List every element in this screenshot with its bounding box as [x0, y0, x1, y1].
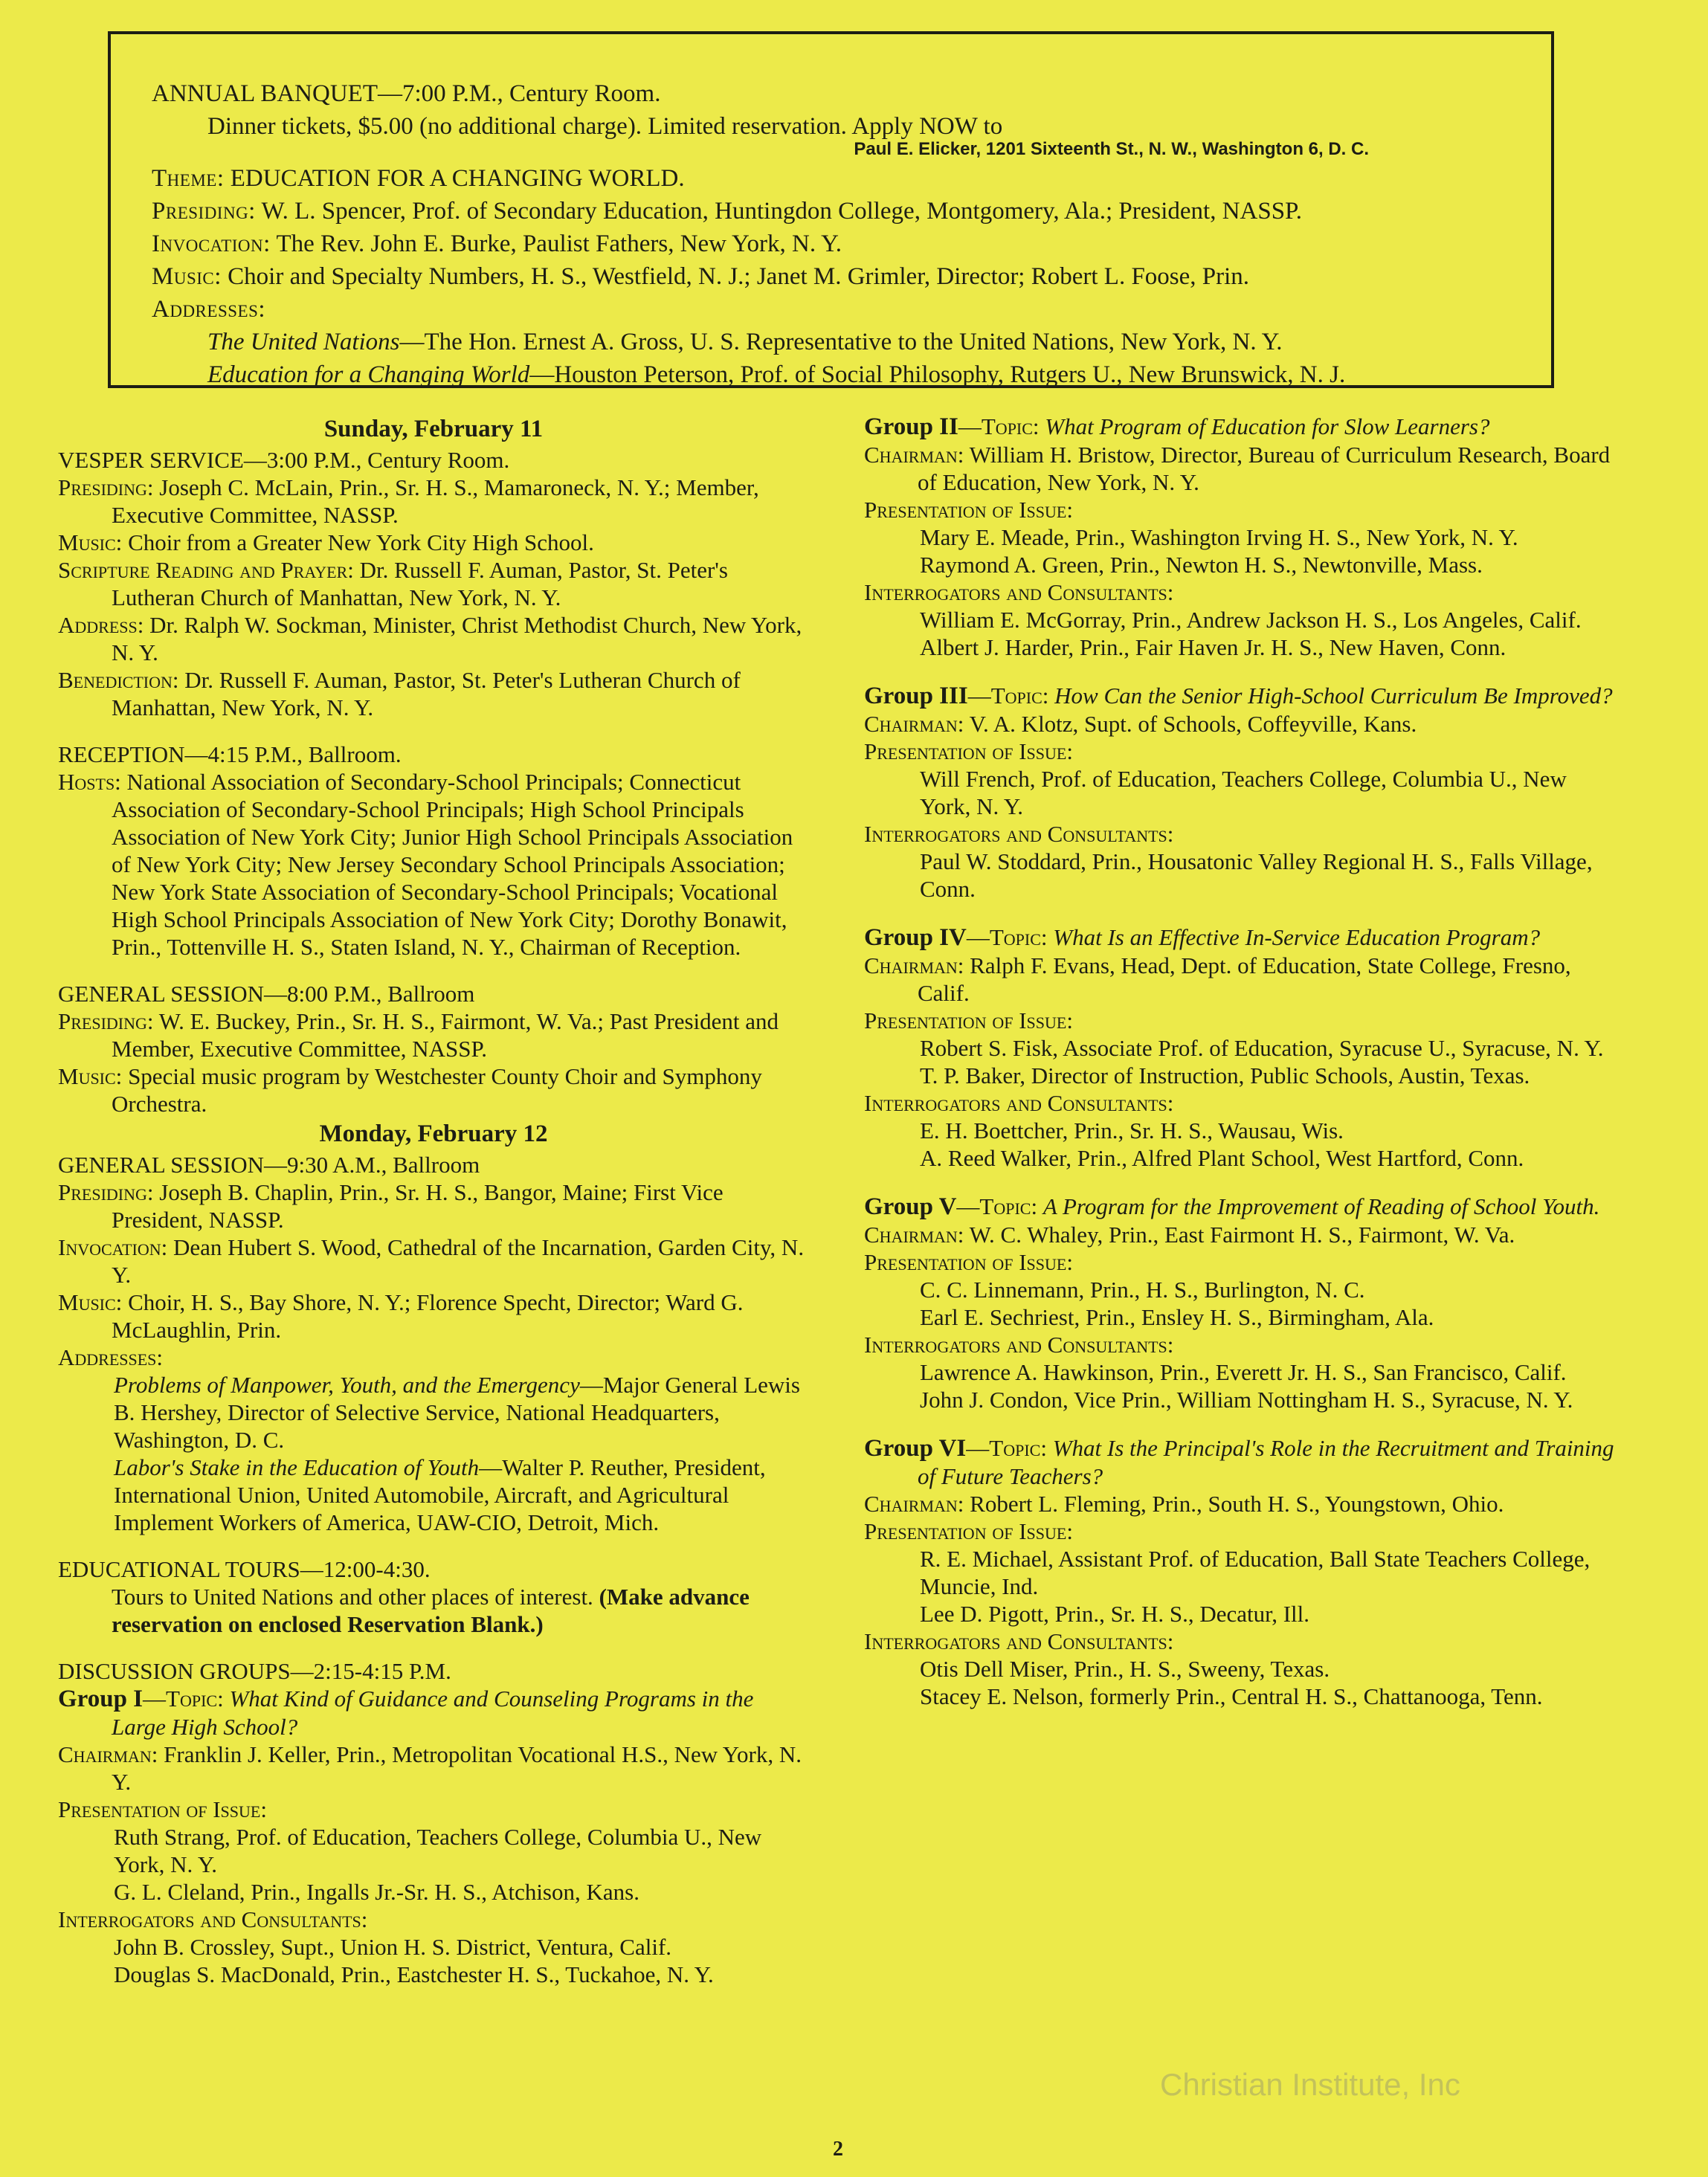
topic-label: —Topic:	[966, 1435, 1047, 1461]
presenter: Robert S. Fisk, Associate Prof. of Education, Syracuse U., Syracuse, N. Y.	[920, 1035, 1604, 1061]
text: Joseph C. McLain, Prin., Sr. H. S., Mamaroneck, N. Y.; Member, Executive Committee, NASSP.	[112, 474, 759, 528]
banquet-tickets: Dinner tickets, $5.00 (no additional charge). Limited reservation. Apply NOW to	[207, 113, 1003, 140]
discussion-groups	[58, 1657, 809, 1988]
invocation-label: Invocation:	[152, 230, 271, 257]
banquet-invocation	[152, 228, 1514, 260]
presiding-label: Presiding:	[152, 198, 256, 225]
text: Tours to United Nations and other places of interest.	[112, 1584, 593, 1610]
topic-label: —Topic:	[956, 1193, 1038, 1219]
interrogators-label: Interrogators and Consultants:	[864, 1090, 1174, 1116]
group-chairman	[864, 710, 1615, 738]
group-chairman	[864, 1490, 1615, 1518]
text: Choir from a Greater New York City High School.	[128, 529, 594, 555]
text: Special music program by Westchester County Choir and Symphony Orchestra.	[112, 1063, 762, 1117]
presiding-text: W. L. Spencer, Prof. of Secondary Education, Huntingdon College, Montgomery, Ala.; President, NASSP.	[261, 198, 1303, 225]
presentation-label: Presentation of Issue:	[864, 738, 1073, 764]
text: Dr. Russell F. Auman, Pastor, St. Peter's Lutheran Church of Manhattan, New York, N. Y.	[112, 667, 741, 720]
group-topic: A Program for the Improvement of Reading of School Youth.	[1042, 1193, 1600, 1219]
sunday-general-title: GENERAL SESSION—8:00 P.M., Ballroom	[58, 981, 475, 1007]
watermark: Christian Institute, Inc	[1160, 2067, 1460, 2102]
interrogator: Douglas S. MacDonald, Prin., Eastchester H. S., Tuckahoe, N. Y.	[114, 1961, 714, 1987]
group-chairman	[864, 1221, 1615, 1248]
interrogators-label: Interrogators and Consultants:	[864, 1332, 1174, 1358]
chairman-text: Franklin J. Keller, Prin., Metropolitan Vocational H.S., New York, N. Y.	[112, 1741, 802, 1795]
monday-general-title: GENERAL SESSION—9:30 A.M., Ballroom	[58, 1152, 480, 1178]
educational-tours	[58, 1555, 809, 1638]
presenter: R. E. Michael, Assistant Prof. of Education, Ball State Teachers College, Muncie, Ind.	[920, 1546, 1591, 1599]
chairman-text: V. A. Klotz, Supt. of Schools, Coffeyville, Kans.	[969, 711, 1417, 737]
monday-addresses-label	[58, 1344, 809, 1371]
group-topic: What Kind of Guidance and Counseling Programs in the Large High School?	[112, 1686, 754, 1740]
tours-text	[58, 1583, 809, 1638]
banquet-title: ANNUAL BANQUET—7:00 P.M., Century Room.	[152, 80, 661, 107]
interrogator: Albert J. Harder, Prin., Fair Haven Jr. H. S., New Haven, Conn.	[920, 634, 1506, 660]
invocation-text: The Rev. John E. Burke, Paulist Fathers, New York, N. Y.	[276, 230, 842, 257]
sunday-general-session	[58, 980, 809, 1117]
text: Choir, H. S., Bay Shore, N. Y.; Florence Specht, Director; Ward G. McLaughlin, Prin.	[112, 1289, 744, 1343]
group-name: Group V	[864, 1193, 957, 1220]
page-number: 2	[833, 2138, 843, 2161]
chairman-text: Robert L. Fleming, Prin., South H. S., Youngstown, Ohio.	[970, 1491, 1504, 1517]
banquet-address-1	[152, 326, 1514, 358]
reservation-note: (Make advance reservation on enclosed Reservation Blank.)	[112, 1584, 750, 1637]
text: Dean Hubert S. Wood, Cathedral of the Incarnation, Garden City, N. Y.	[112, 1234, 805, 1288]
interrogators-label: Interrogators and Consultants:	[864, 1628, 1174, 1654]
interrogator: Lawrence A. Hawkinson, Prin., Everett Jr. H. S., San Francisco, Calif.	[920, 1359, 1567, 1385]
groups-left	[58, 1685, 809, 1988]
music-text: Choir and Specialty Numbers, H. S., Westfield, N. J.; Janet M. Grimler, Director; Robert L. Foose, Prin.	[228, 263, 1250, 290]
address-1-title: The United Nations	[207, 329, 400, 355]
text: Dr. Ralph W. Sockman, Minister, Christ Methodist Church, New York, N. Y.	[112, 612, 802, 665]
text: Dr. Russell F. Auman, Pastor, St. Peter's Lutheran Church of Manhattan, New York, N. Y.	[112, 557, 728, 610]
group-header	[58, 1685, 809, 1741]
vesper-address	[58, 611, 809, 666]
presenter: Ruth Strang, Prof. of Education, Teachers College, Columbia U., New York, N. Y.	[114, 1824, 762, 1877]
interrogator: E. H. Boettcher, Prin., Sr. H. S., Wausau, Wis.	[920, 1117, 1344, 1144]
discussion-group	[864, 1193, 1615, 1413]
left-column	[58, 413, 809, 1988]
interrogators-label: Interrogators and Consultants:	[864, 821, 1174, 847]
group-topic: What Is the Principal's Role in the Recruitment and Training of Future Teachers?	[918, 1435, 1614, 1489]
address-2-text: —Houston Peterson, Prof. of Social Philosophy, Rutgers U., New Brunswick, N. J.	[529, 361, 1346, 388]
interrogators-label: Interrogators and Consultants:	[58, 1906, 368, 1932]
sunday-general-presiding	[58, 1007, 809, 1062]
discussion-group	[58, 1685, 809, 1988]
theme-label: Theme:	[152, 165, 225, 192]
discussion-title: DISCUSSION GROUPS—2:15-4:15 P.M.	[58, 1658, 451, 1684]
label: Address:	[58, 612, 144, 638]
group-chairman	[864, 441, 1615, 496]
monday-general-presiding	[58, 1178, 809, 1233]
right-column	[864, 413, 1615, 1710]
chairman-label: Chairman:	[864, 711, 964, 737]
music-label: Music:	[152, 263, 222, 290]
group-header	[864, 682, 1615, 710]
sunday-heading: Sunday, February 11	[323, 416, 544, 442]
label: Scripture Reading and Prayer:	[58, 557, 354, 583]
presentation-label: Presentation of Issue:	[58, 1796, 267, 1822]
interrogator: William E. McGorray, Prin., Andrew Jackson H. S., Los Angeles, Calif.	[920, 607, 1582, 633]
group-header	[864, 413, 1615, 441]
interrogator: Otis Dell Miser, Prin., H. S., Sweeny, Texas.	[920, 1656, 1330, 1682]
tours-title: EDUCATIONAL TOURS—12:00-4:30.	[58, 1556, 431, 1582]
presentation-label: Presentation of Issue:	[864, 497, 1073, 523]
presenter: C. C. Linnemann, Prin., H. S., Burlington, N. C.	[920, 1277, 1365, 1303]
label: Music:	[58, 529, 123, 555]
group-name: Group VI	[864, 1435, 967, 1462]
address-2-title: Education for a Changing World	[207, 361, 530, 388]
banquet-presiding	[152, 195, 1514, 228]
chairman-text: W. C. Whaley, Prin., East Fairmont H. S., Fairmont, W. Va.	[969, 1222, 1515, 1248]
presentation-label: Presentation of Issue:	[864, 1249, 1073, 1275]
topic-label: —Topic:	[958, 413, 1040, 439]
theme-text: EDUCATION FOR A CHANGING WORLD.	[230, 165, 685, 192]
sunday-general-music	[58, 1062, 809, 1117]
label: Music:	[58, 1289, 123, 1315]
chairman-text: Ralph F. Evans, Head, Dept. of Education, State College, Fresno, Calif.	[918, 952, 1571, 1006]
chairman-label: Chairman:	[864, 952, 964, 978]
label: Hosts:	[58, 769, 121, 795]
monday-general-music	[58, 1289, 809, 1344]
interrogator: John B. Crossley, Supt., Union H. S. District, Ventura, Calif.	[114, 1934, 672, 1960]
topic-label: —Topic:	[143, 1686, 224, 1712]
text: Joseph B. Chaplin, Prin., Sr. H. S., Bangor, Maine; First Vice President, NASSP.	[112, 1179, 724, 1233]
banquet-address: Paul E. Elicker, 1201 Sixteenth St., N. W., Washington 6, D. C.	[854, 139, 1369, 159]
interrogator: Stacey E. Nelson, formerly Prin., Central H. S., Chattanooga, Tenn.	[920, 1683, 1543, 1709]
monday-general-session	[58, 1151, 809, 1536]
discussion-group	[864, 682, 1615, 903]
text: —Walter P. Reuther, President, International Union, United Automobile, Aircraft, and Agricultural Implement Workers of America, UAW-CIO, Detroit, Mich.	[114, 1454, 766, 1535]
group-topic: What Program of Education for Slow Learners?	[1045, 413, 1490, 439]
label: Addresses:	[58, 1344, 164, 1370]
monday-heading: Monday, February 12	[319, 1120, 548, 1147]
interrogator: John J. Condon, Vice Prin., William Nottingham H. S., Syracuse, N. Y.	[920, 1387, 1573, 1413]
addresses-label: Addresses:	[152, 296, 266, 323]
banquet-addresses-label	[152, 293, 1514, 326]
label: Benediction:	[58, 667, 179, 693]
banquet-box	[108, 31, 1554, 388]
text: National Association of Secondary-School Principals; Connecticut Association of Secondary-School Principals; High School Principals Association of New York City; Junior High School Principals Association of New York City; New Jersey Secondary School Principals Association; New York State Association of Secondary-School Principals; Vocational High School Principals Association of New York City; Dorothy Bonawit, Prin., Tottenville H. S., Staten Island, N. Y., Chairman of Reception.	[112, 769, 793, 960]
presenter: Raymond A. Green, Prin., Newton H. S., Newtonville, Mass.	[920, 552, 1483, 578]
topic-label: —Topic:	[967, 683, 1049, 709]
vesper-scripture	[58, 556, 809, 611]
vesper-presiding	[58, 474, 809, 529]
reception-title: RECEPTION—4:15 P.M., Ballroom.	[58, 741, 402, 767]
banquet-theme	[152, 162, 1514, 195]
interrogator: A. Reed Walker, Prin., Alfred Plant School, West Hartford, Conn.	[920, 1145, 1524, 1171]
group-topic: What Is an Effective In-Service Education Program?	[1053, 924, 1541, 950]
presentation-label: Presentation of Issue:	[864, 1007, 1073, 1033]
group-name: Group I	[58, 1686, 144, 1712]
label: Music:	[58, 1063, 123, 1089]
group-chairman	[58, 1741, 809, 1796]
discussion-group	[864, 923, 1615, 1172]
label: Presiding:	[58, 474, 154, 500]
chairman-label: Chairman:	[864, 1491, 964, 1517]
group-chairman	[864, 952, 1615, 1007]
monday-address-1	[58, 1371, 809, 1454]
presenter: T. P. Baker, Director of Instruction, Public Schools, Austin, Texas.	[920, 1062, 1530, 1088]
presenter: G. L. Cleland, Prin., Ingalls Jr.-Sr. H. S., Atchison, Kans.	[114, 1879, 639, 1905]
presenter: Earl E. Sechriest, Prin., Ensley H. S., Birmingham, Ala.	[920, 1304, 1434, 1330]
discussion-group	[864, 1434, 1615, 1710]
chairman-label: Chairman:	[58, 1741, 158, 1767]
vesper-benediction	[58, 666, 809, 721]
title: Labor's Stake in the Education of Youth	[114, 1454, 480, 1480]
title: Problems of Manpower, Youth, and the Emergency	[114, 1372, 580, 1398]
vesper-title: VESPER SERVICE—3:00 P.M., Century Room.	[58, 447, 510, 473]
groups-right	[864, 413, 1615, 1710]
label: Invocation:	[58, 1234, 168, 1260]
monday-address-2	[58, 1454, 809, 1536]
text: W. E. Buckey, Prin., Sr. H. S., Fairmont, W. Va.; Past President and Member, Executive Committee, NASSP.	[112, 1008, 779, 1062]
group-topic: How Can the Senior High-School Curriculum Be Improved?	[1054, 683, 1613, 709]
text: —Major General Lewis B. Hershey, Director of Selective Service, National Headquarters, Washington, D. C.	[114, 1372, 800, 1453]
presentation-label: Presentation of Issue:	[864, 1518, 1073, 1544]
presenter: Will French, Prof. of Education, Teachers College, Columbia U., New York, N. Y.	[920, 766, 1567, 819]
group-name: Group III	[864, 683, 968, 709]
interrogator: Paul W. Stoddard, Prin., Housatonic Valley Regional H. S., Falls Village, Conn.	[920, 848, 1593, 902]
presenter: Lee D. Pigott, Prin., Sr. H. S., Decatur, Ill.	[920, 1601, 1309, 1627]
banquet-address-2	[152, 358, 1514, 391]
chairman-label: Chairman:	[864, 442, 964, 468]
address-1-text: —The Hon. Ernest A. Gross, U. S. Representative to the United Nations, New York, N. Y.	[399, 329, 1283, 355]
presenter: Mary E. Meade, Prin., Washington Irving H. S., New York, N. Y.	[920, 524, 1518, 550]
vesper-service	[58, 446, 809, 721]
interrogators-label: Interrogators and Consultants:	[864, 579, 1174, 605]
reception-hosts	[58, 768, 809, 961]
group-header	[864, 1193, 1615, 1221]
vesper-music	[58, 529, 809, 556]
label: Presiding:	[58, 1179, 154, 1205]
banquet-music	[152, 260, 1514, 293]
chairman-text: William H. Bristow, Director, Bureau of Curriculum Research, Board of Education, New York, N. Y.	[918, 442, 1611, 495]
monday-general-invocation	[58, 1233, 809, 1289]
group-header	[864, 1434, 1615, 1490]
group-name: Group IV	[864, 924, 967, 951]
label: Presiding:	[58, 1008, 154, 1034]
discussion-group	[864, 413, 1615, 661]
chairman-label: Chairman:	[864, 1222, 964, 1248]
group-name: Group II	[864, 413, 958, 440]
topic-label: —Topic:	[966, 924, 1048, 950]
reception	[58, 741, 809, 961]
group-header	[864, 923, 1615, 952]
